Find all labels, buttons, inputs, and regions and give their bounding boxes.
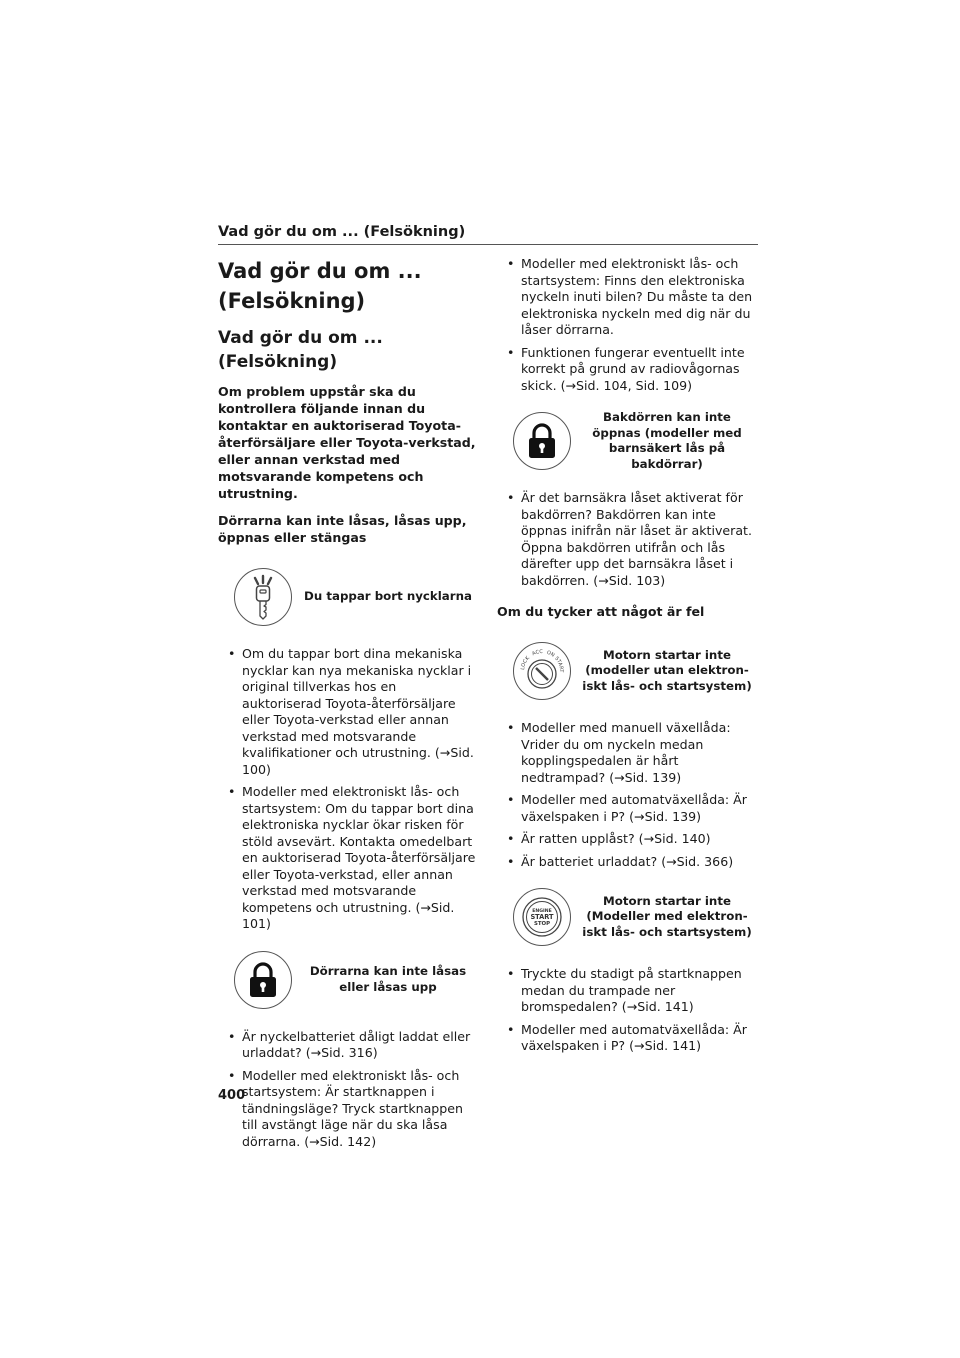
wrong-section-heading: Om du tycker att något är fel — [497, 604, 705, 619]
lost-keys-label: Du tappar bort nycklarna — [304, 589, 472, 604]
list-item: • Modeller med automatväxellåda: Är växelspaken i P? (→Sid. 139) — [507, 792, 747, 824]
engine-key-label: Motorn startar inte (modeller utan elektron- iskt lås- och startsystem) — [582, 647, 752, 693]
list-item-text: Är nyckelbatteriet dåligt laddat eller urladdat? (→Sid. 316) — [242, 1028, 471, 1060]
rear-door-label: Bakdörren kan inte öppnas (modeller med barnsäkert lås på bakdörrar) — [592, 410, 742, 471]
lost-keys-symbol-row — [218, 556, 476, 638]
list-item: • Är ratten upplåst? (→Sid. 140) — [507, 831, 711, 846]
list-item-text: Modeller med automatväxellåda: Är växelspaken i P? (→Sid. 141) — [521, 1021, 747, 1053]
ignition-switch-icon — [513, 642, 571, 700]
page-number: 400 — [218, 1088, 246, 1103]
engine-button-symbol-row — [497, 876, 755, 958]
list-item: • Modeller med elektroniskt lås- och startsystem: Om du tappar bort dina elektroniska nycklar ökar risken för stöld avsevärt. Kontakta omedelbart en auktoriserad Toyota-återförsäljare eller Toyota-verkstad, eller annan verkstad med motsvarande kompetens och utrustning. (→Sid. 101) — [228, 784, 476, 931]
page-title — [218, 256, 476, 316]
start-button-engine-text: ENGINE — [532, 909, 552, 914]
ignition-lock-label: LOCK — [520, 655, 531, 671]
list-item: • Är batteriet urladdat? (→Sid. 366) — [507, 853, 734, 869]
start-button-icon — [513, 888, 571, 946]
running-header: Vad gör du om ... (Felsökning) — [218, 224, 466, 240]
svg-text:ON — [546, 650, 556, 659]
intro-paragraph: Om problem uppstår ska du kontrollera följande innan du kontaktar en auktoriserad Toyota-återförsäljare eller Toyota-verkstad, eller annan verkstad med motsvarande kompetens och utrustning. — [218, 384, 476, 501]
doors-locked-symbol-row — [218, 939, 476, 1021]
list-item: • Är det barnsäkra låset aktiverat för bakdörren? Bakdörren kan inte öppnas inifrån när låset är aktiverat. Öppna bakdörren utifrån och lås därefter upp det barnsäkra låset i bakdörren. (→Sid. 103) — [507, 490, 752, 588]
section-title: Vad gör du om ... (Felsökning) — [218, 328, 383, 372]
list-item: • Tryckte du stadigt på startknappen medan du trampade ner bromspedalen? (→Sid. 141) — [507, 966, 742, 1014]
list-item: • Modeller med elektroniskt lås- och startsystem: Är startknappen i tändningsläge? Tryck startknappen till avstängt läge när du ska låsa dörrarna. (→Sid. 142) — [228, 1067, 464, 1149]
list-item: • Modeller med automatväxellåda: Är växelspaken i P? (→Sid. 141) — [507, 1021, 747, 1053]
list-item-text: Är det barnsäkra låset aktiverat för bakdörren? Bakdörren kan inte öppnas inifrån när låset är aktiverat. Öppna bakdörren utifrån och lås därefter upp det barnsäkra låset i bakdörren. (→Sid. 103) — [521, 490, 752, 588]
engine-button-label: Motorn startar inte (Modeller med elektron- iskt lås- och startsystem) — [582, 893, 752, 939]
left-column — [218, 256, 476, 1156]
ignition-acc-label: ACC — [531, 648, 543, 658]
list-item-text: Är ratten upplåst? (→Sid. 140) — [521, 831, 711, 846]
start-button-start-text: START — [530, 913, 554, 921]
list-item: • Modeller med elektroniskt lås- och startsystem: Finns den elektroniska nyckeln inuti bilen? Du måste ta den elektroniska nyckeln med dig när du låser dörrarna. — [507, 256, 753, 337]
padlock-icon — [513, 412, 571, 470]
list-item: • Modeller med manuell växellåda: Vrider du om nyckeln medan kopplingspedalen är hårt nedtrampad? (→Sid. 139) — [507, 720, 731, 785]
ignition-on-label: ON — [545, 649, 556, 659]
doors-section-heading: Dörrarna kan inte låsas, låsas upp, öppnas eller stängas — [218, 513, 467, 545]
padlock-icon — [234, 951, 292, 1009]
header-divider — [218, 244, 758, 245]
page-title-line2: (Felsökning) — [218, 289, 366, 313]
list-item: • Funktionen fungerar eventuellt inte korrekt på grund av radiovågornas skick. (→Sid. 104, Sid. 109) — [507, 344, 745, 393]
list-item-text: Modeller med elektroniskt lås- och startsystem: Om du tappar bort dina elektroniska nycklar ökar risken för stöld avsevärt. Kontakta omedelbart en auktoriserad Toyota-återförsäljare eller Toyota-verkstad, eller annan verkstad med motsvarande kompetens och utrustning. (→Sid. 101) — [242, 784, 476, 931]
start-button-stop-text: STOP — [533, 921, 551, 927]
list-item-text: Tryckte du stadigt på startknappen medan du trampade ner bromspedalen? (→Sid. 141) — [521, 966, 742, 1014]
engine-key-symbol-row — [497, 630, 755, 712]
page-title-line1: Vad gör du om ... — [218, 259, 422, 283]
list-item: • Om du tappar bort dina mekaniska nycklar kan nya mekaniska nycklar i original tillverkas hos en auktoriserad Toyota-återförsäljare eller Toyota-verkstad eller annan verkstad med motsvarande kvalifikationer och utrustning. (→Sid. 100) — [228, 646, 474, 777]
svg-text:START — [553, 656, 564, 674]
svg-text:ACC — [531, 649, 543, 657]
rear-door-symbol-row — [497, 400, 755, 482]
key-icon — [234, 568, 292, 626]
list-item: • Är nyckelbatteriet dåligt laddat eller urladdat? (→Sid. 316) — [228, 1028, 471, 1060]
list-item-text: Är batteriet urladdat? (→Sid. 366) — [521, 853, 734, 869]
list-item-text: Modeller med elektroniskt lås- och startsystem: Är startknappen i tändningsläge? Tryck startknappen till avstängt läge när du ska låsa dörrarna. (→Sid. 142) — [242, 1067, 464, 1149]
list-item-text: Modeller med elektroniskt lås- och startsystem: Finns den elektroniska nyckeln inuti bilen? Du måste ta den elektroniska nyckeln med dig när du låser dörrarna. — [521, 256, 753, 337]
list-item-text: Modeller med automatväxellåda: Är växelspaken i P? (→Sid. 139) — [521, 792, 747, 824]
list-item-text: Modeller med manuell växellåda: Vrider du om nyckeln medan kopplingspedalen är hårt nedtrampad? (→Sid. 139) — [521, 720, 731, 785]
list-item-text: Om du tappar bort dina mekaniska nycklar kan nya mekaniska nycklar i original tillverkas hos en auktoriserad Toyota-återförsäljare eller Toyota-verkstad eller annan verkstad med motsvarande kvalifikationer och utrustning. (→Sid. 100) — [242, 646, 474, 777]
doors-locked-label: Dörrarna kan inte låsas eller låsas upp — [309, 964, 467, 994]
ignition-start-label: START — [553, 655, 565, 673]
right-column — [497, 256, 755, 1061]
list-item-text: Funktionen fungerar eventuellt inte korrekt på grund av radiovågornas skick. (→Sid. 104, Sid. 109) — [521, 344, 745, 393]
